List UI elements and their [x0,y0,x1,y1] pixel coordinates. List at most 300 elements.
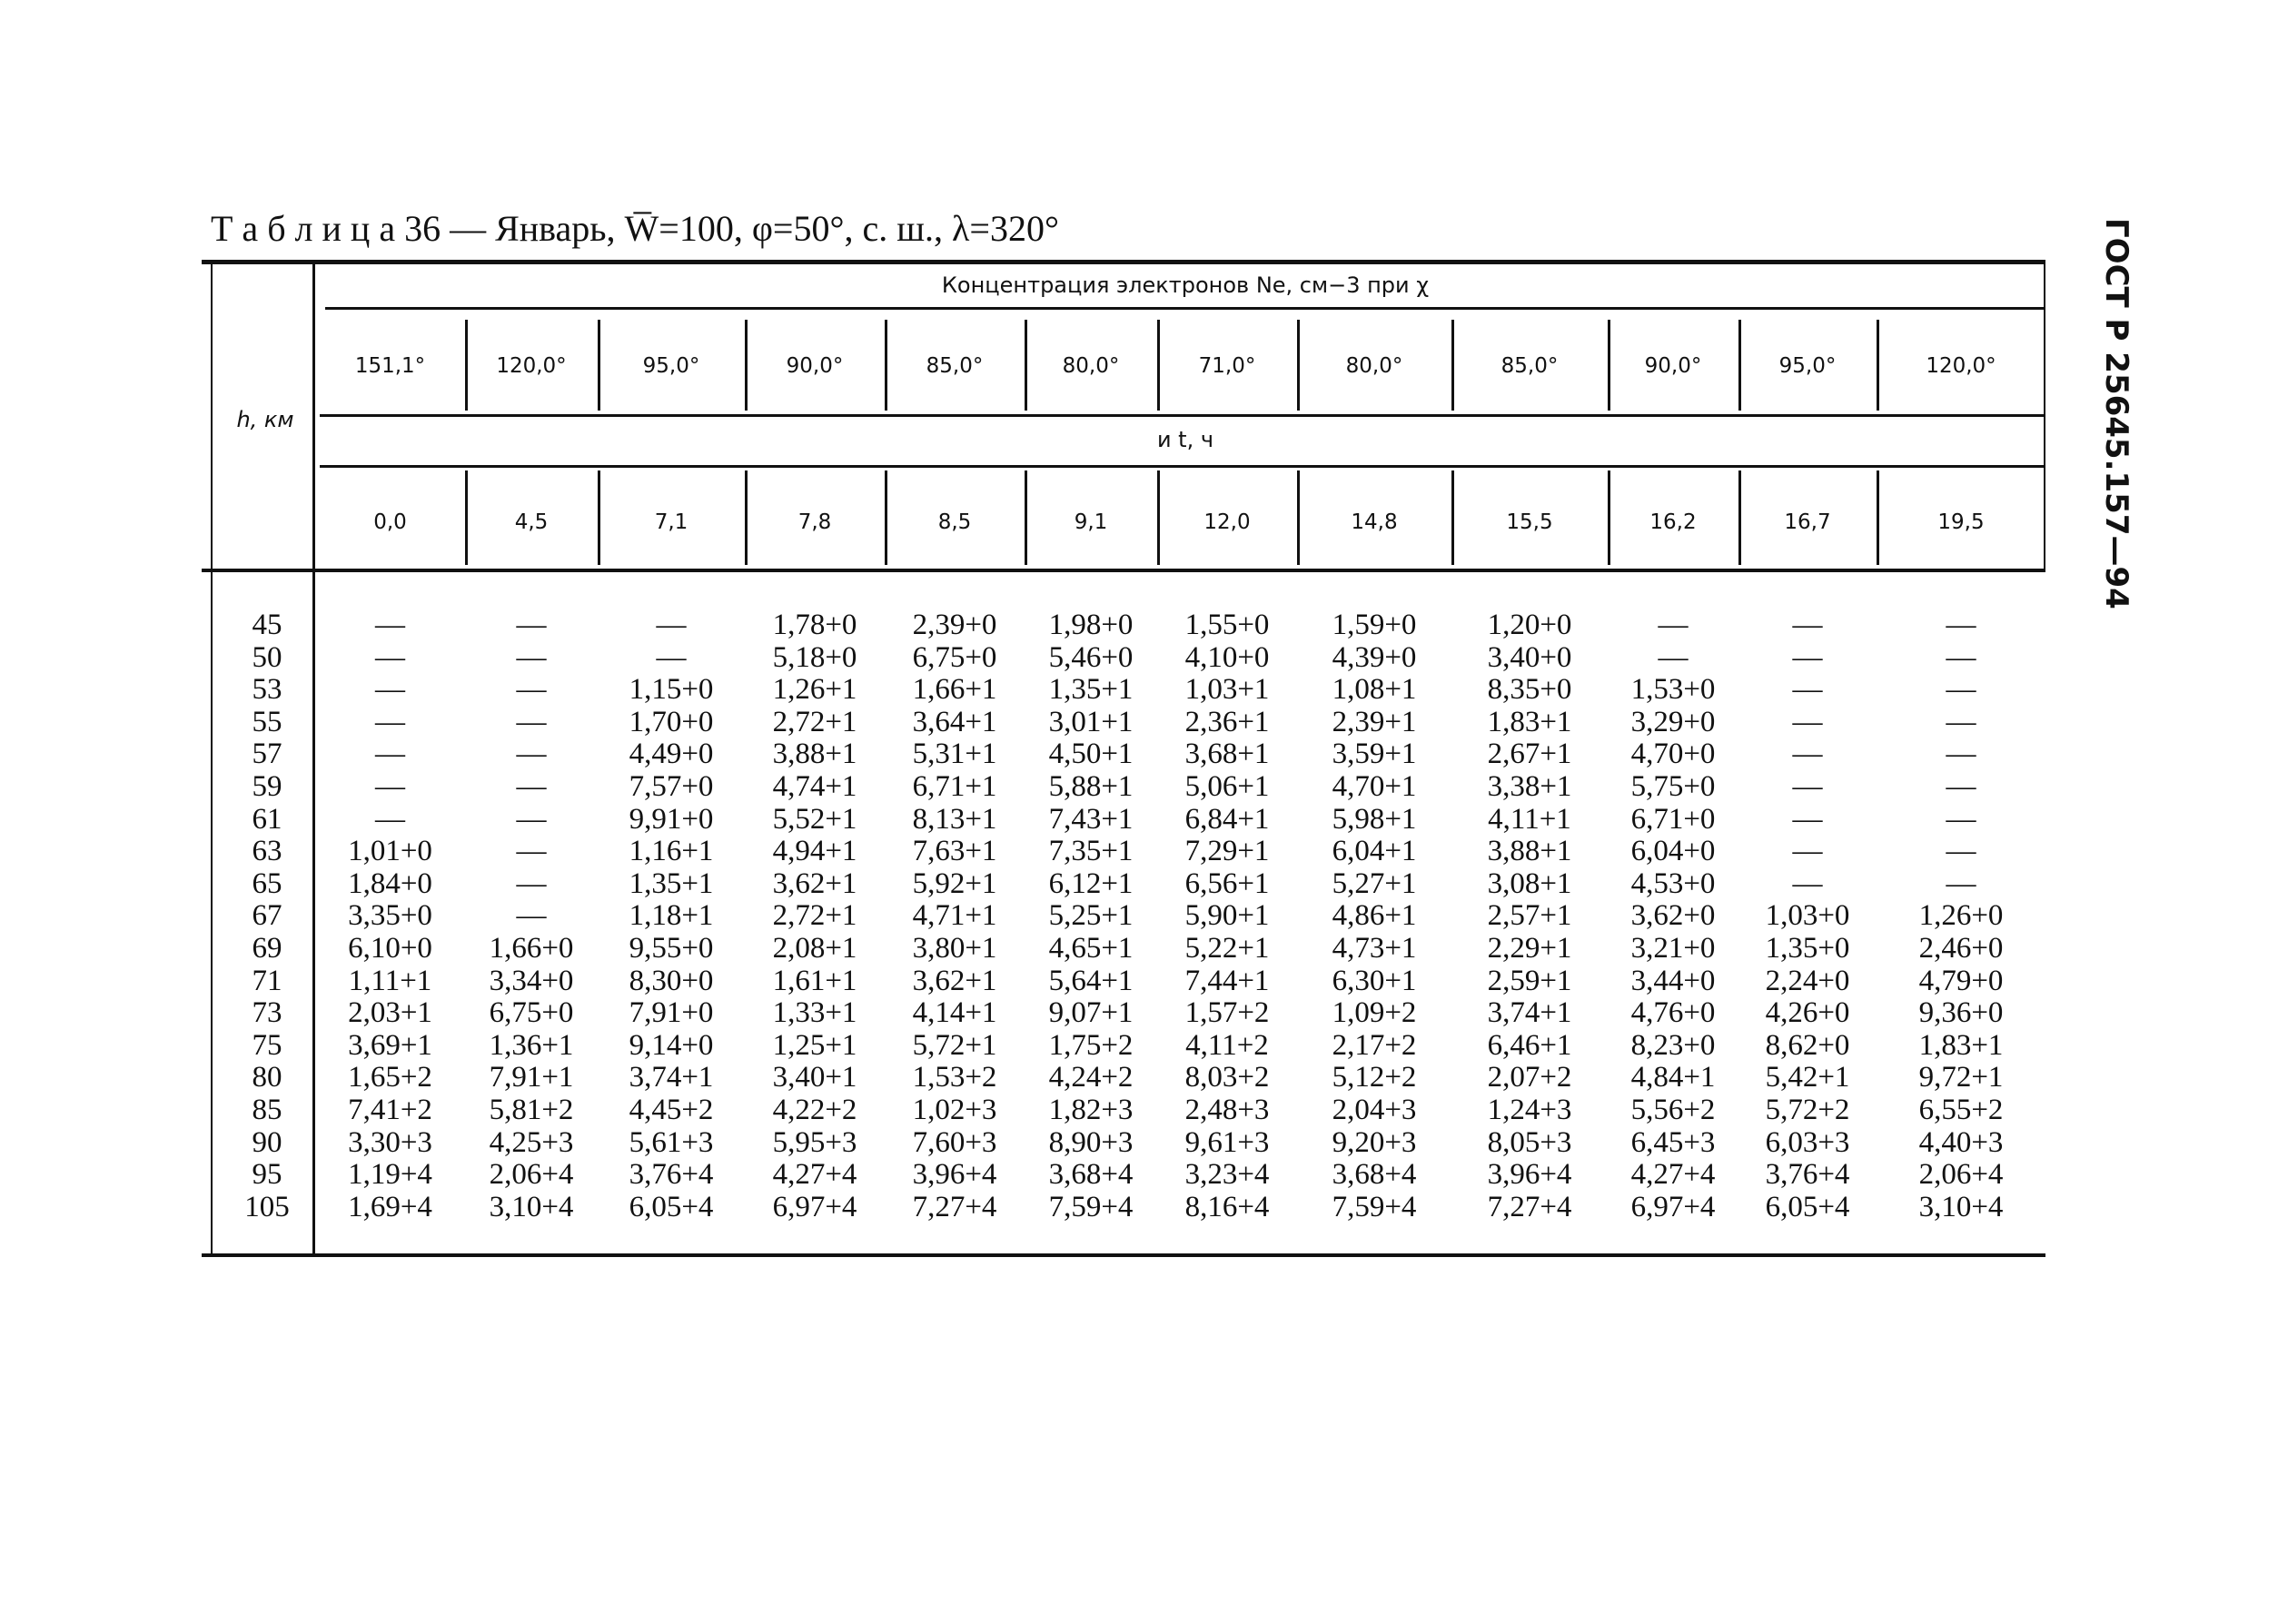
table-cell: 4,50+1 [1048,738,1134,771]
table-cell: 2,06+4 [1918,1158,2004,1192]
table-cell: — [1946,640,1976,674]
table-cell: 3,40+1 [772,1061,857,1094]
table-cell: 8,90+3 [1048,1125,1134,1159]
table-cell: 2,07+2 [1487,1061,1572,1094]
table-cell: 9,36+0 [1918,996,2004,1030]
table-cell: — [375,802,405,836]
table-cell: 1,65+2 [348,1061,432,1094]
table-cell: 3,23+4 [1184,1158,1270,1192]
table-cell: 4,86+1 [1332,899,1417,933]
table-cell: 1,36+1 [489,1028,574,1062]
table-cell: 1,83+1 [1918,1028,2004,1062]
table-cell: 4,84+1 [1630,1061,1716,1094]
table-cell: 4,71+1 [912,899,997,933]
top-rule [202,260,2045,264]
height-cell: 67 [252,899,282,933]
table-cell: 6,71+0 [1630,802,1716,836]
table-cell: 4,27+4 [772,1158,857,1192]
column-divider [1297,320,1300,411]
table-cell: 1,15+0 [629,673,714,707]
column-divider [1157,470,1160,565]
table-cell: — [1792,705,1823,738]
t-header-cell: 19,5 [1937,510,1985,534]
table-cell: 4,79+0 [1918,964,2004,997]
table-cell: 9,72+1 [1918,1061,2004,1094]
table-cell: 5,42+1 [1765,1061,1850,1094]
table-cell: 6,03+3 [1765,1125,1850,1159]
chi-header-cell: 95,0° [1778,354,1837,378]
table-cell: 4,22+2 [772,1094,857,1126]
column-divider [1877,470,1879,565]
table-cell: 3,64+1 [912,705,997,738]
table-cell: — [1946,705,1976,738]
table-cell: 4,76+0 [1630,996,1716,1030]
table-cell: 5,64+1 [1048,964,1134,997]
t-header-cell: 12,0 [1203,510,1251,534]
table-cell: — [1946,866,1976,900]
chi-header-cell: 71,0° [1198,354,1256,378]
height-cell: 53 [252,673,282,707]
electron-concentration-table [202,260,2045,1257]
height-cell: 69 [252,932,282,965]
time-label-underline [320,465,2045,468]
table-cell: 1,66+1 [912,673,997,707]
table-cell: 1,08+1 [1332,673,1417,707]
table-cell: 3,29+0 [1630,705,1716,738]
table-cell: 2,36+1 [1184,705,1270,738]
table-cell: 1,09+2 [1332,996,1417,1030]
table-cell: 8,05+3 [1487,1125,1572,1159]
table-cell: — [375,673,405,707]
document-id-margin [2098,218,2171,609]
table-cell: 4,39+0 [1332,640,1417,674]
table-cell: 1,69+4 [348,1190,432,1223]
height-cell: 45 [252,609,282,641]
table-cell: 3,76+4 [1765,1158,1850,1192]
table-cell: 2,17+2 [1332,1028,1417,1062]
table-cell: 1,25+1 [772,1028,857,1062]
column-divider [1877,320,1879,411]
table-cell: 1,82+3 [1048,1094,1134,1126]
table-cell: — [1792,835,1823,868]
table-caption: Т а б л и ц а 36 — Январь, W̅=100, φ=50°, с. ш., λ=320° [211,208,1059,249]
table-cell: — [1658,640,1689,674]
table-cell: 1,18+1 [629,899,714,933]
column-divider [1025,320,1027,411]
chi-header-cell: 95,0° [642,354,700,378]
table-cell: 5,27+1 [1332,866,1417,900]
chi-header-cell: 120,0° [496,354,567,378]
table-cell: 3,38+1 [1487,770,1572,803]
table-cell: 4,45+2 [629,1094,714,1126]
table-cell: 2,08+1 [772,932,857,965]
table-cell: 2,04+3 [1332,1094,1417,1126]
table-cell: 5,72+2 [1765,1094,1850,1126]
table-cell: 4,24+2 [1048,1061,1134,1094]
table-cell: 3,74+1 [629,1061,714,1094]
table-cell: 6,75+0 [489,996,574,1030]
table-cell: 1,16+1 [629,835,714,868]
table-cell: 1,66+0 [489,932,574,965]
t-header-cell: 0,0 [373,510,407,534]
t-header-cell: 8,5 [937,510,972,534]
table-cell: 5,90+1 [1184,899,1270,933]
table-cell: 6,05+4 [629,1190,714,1223]
column-divider [465,470,468,565]
table-cell: 9,20+3 [1332,1125,1417,1159]
table-cell: 5,88+1 [1048,770,1134,803]
column-divider [1451,320,1454,411]
table-cell: 5,25+1 [1048,899,1134,933]
table-cell: 2,59+1 [1487,964,1572,997]
column-divider [745,320,748,411]
table-cell: 5,06+1 [1184,770,1270,803]
table-cell: 3,80+1 [912,932,997,965]
table-cell: 5,22+1 [1184,932,1270,965]
table-cell: 2,06+4 [489,1158,574,1192]
table-cell: 5,72+1 [912,1028,997,1062]
table-cell: 9,91+0 [629,802,714,836]
table-cell: 9,55+0 [629,932,714,965]
table-cell: 5,46+0 [1048,640,1134,674]
left-edge [211,260,213,1257]
table-cell: — [375,609,405,641]
table-cell: 7,35+1 [1048,835,1134,868]
chi-header-cell: 80,0° [1345,354,1403,378]
t-header-cell: 4,5 [514,510,549,534]
chi-header-cell: 120,0° [1926,354,1996,378]
table-cell: 1,78+0 [772,609,857,641]
table-cell: 3,88+1 [1487,835,1572,868]
table-cell: 8,30+0 [629,964,714,997]
t-header-cell: 7,1 [654,510,688,534]
table-cell: 7,91+0 [629,996,714,1030]
table-cell: 5,92+1 [912,866,997,900]
conc-underline [325,307,2045,310]
t-header-cell: 15,5 [1506,510,1553,534]
table-cell: 4,11+2 [1185,1028,1269,1062]
table-cell: 3,44+0 [1630,964,1716,997]
height-cell: 85 [252,1094,282,1126]
t-header-cell: 16,2 [1649,510,1697,534]
row-header-h: h, км [236,407,294,432]
table-cell: 2,03+1 [348,996,432,1030]
table-cell: 1,53+2 [912,1061,997,1094]
concentration-header: Концентрация электронов Ne, см−3 при χ [941,272,1430,298]
table-cell: 7,27+4 [912,1190,997,1223]
table-cell: 6,04+0 [1630,835,1716,868]
table-cell: 7,59+4 [1048,1190,1134,1223]
chi-header-cell: 80,0° [1062,354,1120,378]
column-divider [885,470,887,565]
table-cell: 1,35+1 [629,866,714,900]
table-cell: 1,26+1 [772,673,857,707]
height-cell: 65 [252,866,282,900]
table-cell: 3,68+4 [1048,1158,1134,1192]
table-cell: — [375,770,405,803]
table-cell: 4,10+0 [1184,640,1270,674]
table-cell: 4,70+0 [1630,738,1716,771]
table-cell: 3,35+0 [348,899,432,933]
table-cell: 5,81+2 [489,1094,574,1126]
table-cell: 5,61+3 [629,1125,714,1159]
table-cell: 9,14+0 [629,1028,714,1062]
table-cell: 3,68+1 [1184,738,1270,771]
chi-row-underline [320,414,2045,417]
table-cell: 6,10+0 [348,932,432,965]
column-divider [1608,320,1610,411]
table-cell: — [516,866,547,900]
column-divider [1297,470,1300,565]
table-cell: 1,26+0 [1918,899,2004,933]
table-cell: 4,25+3 [489,1125,574,1159]
table-cell: 6,12+1 [1048,866,1134,900]
table-cell: 1,33+1 [772,996,857,1030]
table-cell: 1,98+0 [1048,609,1134,641]
document-id-label: ГОСТ Р 25645.157—94 [2098,218,2134,609]
table-cell: 7,44+1 [1184,964,1270,997]
table-cell: 1,11+1 [348,964,432,997]
table-cell: 9,61+3 [1184,1125,1270,1159]
table-cell: 1,83+1 [1487,705,1572,738]
table-cell: 6,97+4 [1630,1190,1716,1223]
table-cell: 7,57+0 [629,770,714,803]
table-cell: 8,03+2 [1184,1061,1270,1094]
table-cell: 4,94+1 [772,835,857,868]
table-cell: — [1792,802,1823,836]
table-cell: — [516,705,547,738]
table-cell: 5,31+1 [912,738,997,771]
table-cell: 9,07+1 [1048,996,1134,1030]
table-cell: 1,59+0 [1332,609,1417,641]
height-cell: 71 [252,964,282,997]
chi-header-cell: 151,1° [354,354,426,378]
table-cell: 3,10+4 [489,1190,574,1223]
table-cell: 2,39+0 [912,609,997,641]
table-cell: 1,61+1 [772,964,857,997]
table-cell: 8,62+0 [1765,1028,1850,1062]
table-cell: 7,59+4 [1332,1190,1417,1223]
table-cell: — [1792,770,1823,803]
table-cell: 6,05+4 [1765,1190,1850,1223]
table-cell: 2,72+1 [772,705,857,738]
bottom-rule [202,1253,2045,1257]
table-cell: 1,24+3 [1487,1094,1572,1126]
table-cell: 6,55+2 [1918,1094,2004,1126]
table-cell: — [1792,640,1823,674]
table-cell: — [516,609,547,641]
table-cell: 3,69+1 [348,1028,432,1062]
table-cell: — [1792,673,1823,707]
table-cell: 4,74+1 [772,770,857,803]
table-cell: 3,10+4 [1918,1190,2004,1223]
table-cell: — [516,835,547,868]
height-cell: 90 [252,1125,282,1159]
table-cell: 2,57+1 [1487,899,1572,933]
table-cell: 8,13+1 [912,802,997,836]
table-cell: 4,70+1 [1332,770,1417,803]
table-cell: 4,73+1 [1332,932,1417,965]
table-cell: — [375,738,405,771]
table-cell: — [656,609,687,641]
height-cell: 61 [252,802,282,836]
table-cell: — [1792,609,1823,641]
table-cell: 1,35+1 [1048,673,1134,707]
table-cell: 3,96+4 [1487,1158,1572,1192]
table-cell: 2,48+3 [1184,1094,1270,1126]
table-cell: 5,98+1 [1332,802,1417,836]
height-cell: 95 [252,1158,282,1192]
table-cell: 3,68+4 [1332,1158,1417,1192]
table-cell: 6,71+1 [912,770,997,803]
table-cell: 3,34+0 [489,964,574,997]
table-cell: 3,21+0 [1630,932,1716,965]
table-cell: 2,24+0 [1765,964,1850,997]
chi-header-cell: 85,0° [1501,354,1559,378]
table-cell: 3,40+0 [1487,640,1572,674]
height-cell: 59 [252,770,282,803]
column-divider [885,320,887,411]
table-cell: 3,88+1 [772,738,857,771]
t-header-cell: 7,8 [797,510,832,534]
height-cell: 50 [252,640,282,674]
table-cell: 8,23+0 [1630,1028,1716,1062]
height-cell: 57 [252,738,282,771]
column-divider [598,320,600,411]
table-cell: — [1946,609,1976,641]
table-cell: 4,26+0 [1765,996,1850,1030]
table-cell: — [516,673,547,707]
table-cell: — [1946,770,1976,803]
table-cell: — [1658,609,1689,641]
table-cell: — [1946,802,1976,836]
table-cell: 3,76+4 [629,1158,714,1192]
column-divider [1608,470,1610,565]
column-divider [1025,470,1027,565]
table-cell: 4,65+1 [1048,932,1134,965]
table-cell: 5,52+1 [772,802,857,836]
column-divider [1451,470,1454,565]
table-cell: 4,11+1 [1488,802,1571,836]
column-divider [598,470,600,565]
table-cell: — [1792,866,1823,900]
t-header-cell: 9,1 [1074,510,1108,534]
table-cell: 1,03+0 [1765,899,1850,933]
column-divider [1157,320,1160,411]
table-cell: 6,04+1 [1332,835,1417,868]
table-cell: 1,35+0 [1765,932,1850,965]
header-bottom-rule [202,569,2045,572]
t-header-cell: 14,8 [1351,510,1398,534]
table-cell: 8,16+4 [1184,1190,1270,1223]
table-cell: 6,75+0 [912,640,997,674]
table-cell: 1,53+0 [1630,673,1716,707]
table-cell: 3,62+1 [772,866,857,900]
table-cell: — [516,899,547,933]
table-cell: — [375,705,405,738]
table-cell: 1,20+0 [1487,609,1572,641]
table-cell: 6,84+1 [1184,802,1270,836]
table-cell: 6,46+1 [1487,1028,1572,1062]
table-cell: — [516,640,547,674]
table-cell: 7,63+1 [912,835,997,868]
table-cell: — [656,640,687,674]
table-cell: — [516,738,547,771]
table-cell: 7,43+1 [1048,802,1134,836]
height-cell: 63 [252,835,282,868]
table-cell: 6,30+1 [1332,964,1417,997]
height-cell: 75 [252,1028,282,1062]
table-cell: — [1946,673,1976,707]
table-cell: 4,49+0 [629,738,714,771]
table-cell: 2,29+1 [1487,932,1572,965]
table-cell: 7,27+4 [1487,1190,1572,1223]
height-cell: 55 [252,705,282,738]
table-cell: 1,84+0 [348,866,432,900]
table-cell: 1,55+0 [1184,609,1270,641]
table-cell: 5,95+3 [772,1125,857,1159]
time-header: и t, ч [1156,427,1214,452]
table-cell: 7,91+1 [489,1061,574,1094]
column-divider [745,470,748,565]
height-cell: 105 [244,1190,290,1223]
table-cell: — [516,802,547,836]
table-cell: 3,59+1 [1332,738,1417,771]
table-cell: — [375,640,405,674]
table-cell: — [1792,738,1823,771]
table-cell: 3,62+0 [1630,899,1716,933]
table-cell: 3,96+4 [912,1158,997,1192]
table-cell: 7,41+2 [348,1094,432,1126]
table-cell: — [516,770,547,803]
table-cell: 4,40+3 [1918,1125,2004,1159]
t-header-cell: 16,7 [1784,510,1831,534]
column-divider [1738,470,1741,565]
chi-header-cell: 85,0° [926,354,984,378]
height-cell: 80 [252,1061,282,1094]
chi-header-cell: 90,0° [786,354,844,378]
table-cell: 1,02+3 [912,1094,997,1126]
table-cell: 6,97+4 [772,1190,857,1223]
table-cell: 2,72+1 [772,899,857,933]
table-cell: 1,03+1 [1184,673,1270,707]
table-cell: 2,67+1 [1487,738,1572,771]
table-cell: 5,56+2 [1630,1094,1716,1126]
table-cell: 4,14+1 [912,996,997,1030]
table-cell: 1,70+0 [629,705,714,738]
table-cell: 2,46+0 [1918,932,2004,965]
table-cell: 1,19+4 [348,1158,432,1192]
table-cell: 5,12+2 [1332,1061,1417,1094]
table-cell: 2,39+1 [1332,705,1417,738]
table-cell: 1,01+0 [348,835,432,868]
column-divider [465,320,468,411]
chi-header-cell: 90,0° [1644,354,1702,378]
table-cell: 3,74+1 [1487,996,1572,1030]
table-cell: 3,01+1 [1048,705,1134,738]
table-cell: 7,29+1 [1184,835,1270,868]
table-cell: 4,53+0 [1630,866,1716,900]
table-cell: 3,30+3 [348,1125,432,1159]
table-cell: 4,27+4 [1630,1158,1716,1192]
table-cell: 5,75+0 [1630,770,1716,803]
table-cell: 5,18+0 [772,640,857,674]
height-cell: 73 [252,996,282,1030]
table-cell: 6,45+3 [1630,1125,1716,1159]
table-cell: — [1946,835,1976,868]
table-cell: 7,60+3 [912,1125,997,1159]
table-cell: 6,56+1 [1184,866,1270,900]
